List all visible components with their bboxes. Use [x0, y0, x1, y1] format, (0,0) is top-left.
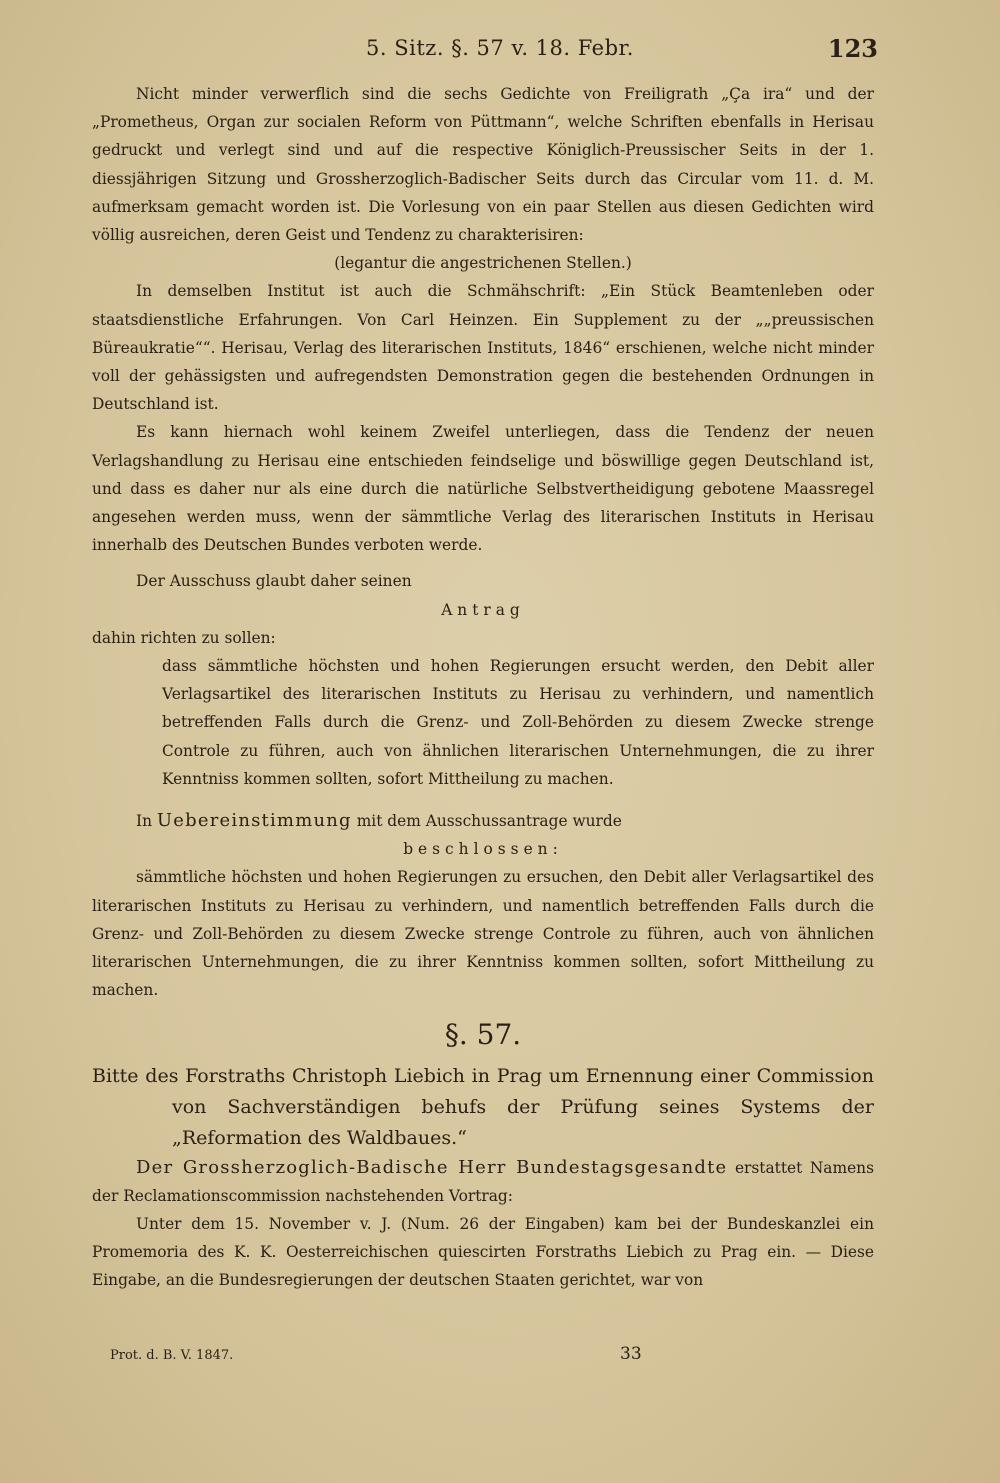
- text-vortrag: erstattet Namens der Reclamationscommission nachstehenden Vortrag:: [92, 1158, 874, 1205]
- text-ausschussantrage: mit dem Ausschussantrage wurde: [356, 812, 622, 831]
- paragraph-gesandte: [92, 1154, 874, 1210]
- heading-antrag: Antrag: [441, 600, 525, 619]
- footer-protocol: Prot. d. B. V. 1847.: [110, 1348, 234, 1363]
- spacer: [92, 793, 874, 807]
- section-title: Bitte des Forstraths Christoph Liebich in Prag um Ernennung einer Commission von Sachverständigen behufs der Prüfung seines Systems der „Reformation des Waldbaues.“: [92, 1064, 874, 1149]
- paragraph-tendenz: Es kann hiernach wohl keinem Zweifel unterliegen, dass die Tendenz der neuen Verlagshandlung zu Herisau eine entschieden feindselige und böswillige gegen Deutschland ist, und dass es daher nur als eine durch die natürliche Selbstvertheidigung gebotene Maassregel angesehen werden muss, wenn der sämmtliche Verlag des literarischen Instituts in Herisau innerhalb des Deutschen Bundes verboten werde.: [92, 423, 874, 555]
- running-head: 5. Sitz. §. 57 v. 18. Febr.: [366, 36, 634, 60]
- page-footer: [110, 1344, 890, 1374]
- paragraph-liebich: Unter dem 15. November v. J. (Num. 26 der Eingaben) kam bei der Bundeskanzlei ein Promemoria des K. K. Oesterreichischen quiescirten Forstraths Liebich zu Prag ein. — Diese Eingabe, an die Bundesregierungen der deutschen Staaten gerichtet, war von: [92, 1214, 874, 1290]
- footer-signature: 33: [620, 1344, 642, 1364]
- heading-beschlossen: beschlossen:: [403, 840, 563, 859]
- page-number: 123: [827, 34, 878, 63]
- text-gesandte: Der Grossherzoglich-Badische Herr Bundestagsgesandte: [136, 1156, 728, 1178]
- paragraph-antrag-text: dass sämmtliche höchsten und hohen Regierungen ersucht werden, den Debit aller Verlagsartikel des literarischen Instituts zu Herisau zu verhindern, und namentlich betreffenden Falls durch die Grenz- und Zoll-Behörden zu diesem Zwecke strenge Controle zu führen, auch von ähnlichen literarischen Unternehmungen, die zu ihrer Kenntniss kommen sollten, sofort Mittheilung zu machen.: [162, 657, 874, 788]
- paragraph-beschluss-text: sämmtliche höchsten und hohen Regierungen zu ersuchen, den Debit aller Verlagsartikel des literarischen Instituts zu Herisau zu verhindern, und namentlich betreffenden Falls durch die Grenz- und Zoll-Behörden zu diesem Zwecke strenge Controle zu führen, auch von ähnlichen literarischen Unternehmungen, die zu ihrer Kenntniss kommen sollten, sofort Mittheilung zu machen.: [92, 868, 874, 1000]
- paragraph-legantur: (legantur die angestrichenen Stellen.): [334, 254, 632, 273]
- paragraph-dahin: dahin richten zu sollen:: [92, 628, 276, 647]
- body-text: [92, 80, 874, 1295]
- page-header: [0, 28, 1000, 68]
- paragraph-uebereinstimmung: [92, 807, 874, 835]
- paragraph-ausschuss: Der Ausschuss glaubt daher seinen: [136, 572, 412, 591]
- text-in: In: [136, 812, 152, 831]
- paragraph-heinzen: In demselben Institut ist auch die Schmähschrift: „Ein Stück Beamtenleben oder staatsdienstliche Erfahrungen. Von Carl Heinzen. Ein Supplement zu der „„preussischen Büreaukratie““. Herisau, Verlag des literarischen Instituts, 1846“ erschienen, welche nicht minder voll der gehässigsten und aufregendsten Demonstration gegen die bestehenden Ordnungen in Deutschland ist.: [92, 282, 874, 414]
- text-uebereinstimmung: Uebereinstimmung: [156, 810, 352, 832]
- section-number: §. 57.: [444, 1017, 522, 1051]
- spacer: [92, 559, 874, 567]
- paragraph-freiligrath: Nicht minder verwerflich sind die sechs Gedichte von Freiligrath „Ça ira“ und der „Prometheus, Organ zur socialen Reform von Püttmann“, welche Schriften ebenfalls in Herisau gedruckt und verlegt sind und auf die respective Königlich-Preussischer Seits in der 1. diessjährigen Sitzung und Grossherzoglich-Badischer Seits durch das Circular vom 11. d. M. aufmerksam gemacht worden ist. Die Vorlesung von ein paar Stellen aus diesen Gedichten wird völlig ausreichen, deren Geist und Tendenz zu charakterisiren:: [92, 85, 874, 245]
